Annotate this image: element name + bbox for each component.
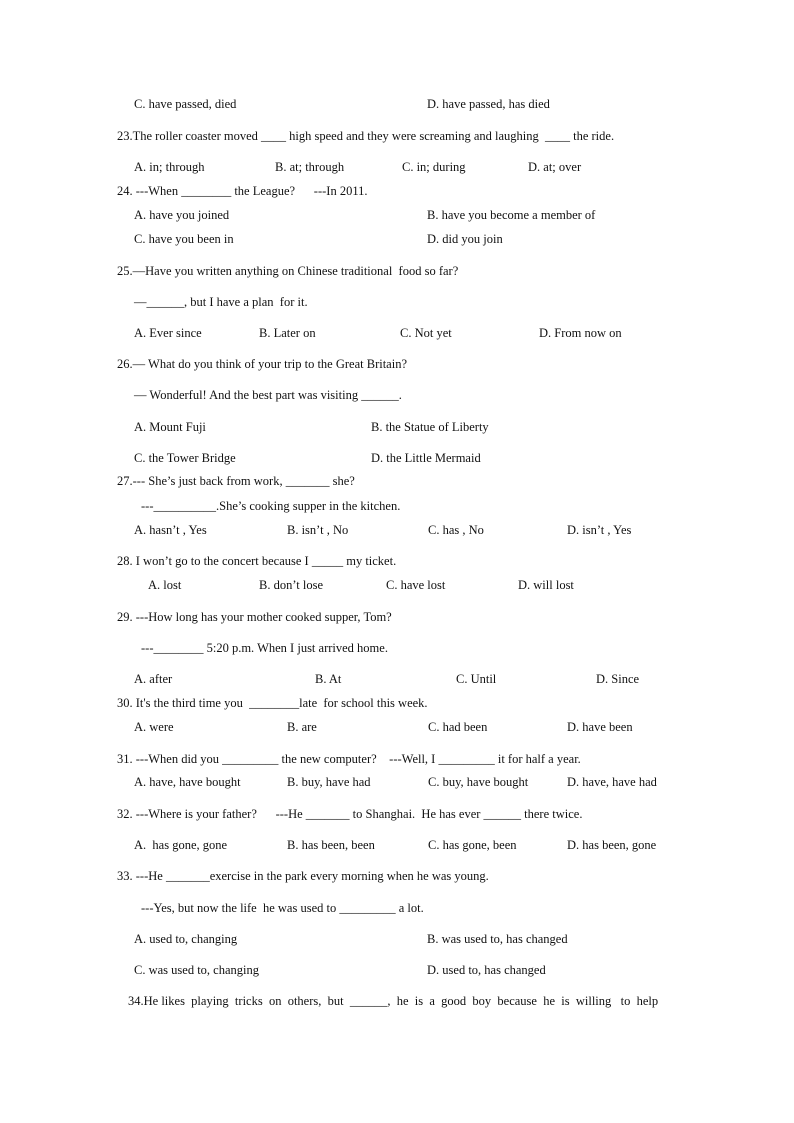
text-line: B. buy, have had xyxy=(287,775,371,789)
text-line: C. have passed, died xyxy=(134,97,237,111)
text-line: A. were xyxy=(134,720,174,734)
text-line: 33. ---He _______exercise in the park every morning when he was young. xyxy=(117,869,489,883)
text-line: D. used to, has changed xyxy=(427,963,546,977)
text-line: ---__________.She’s cooking supper in the kitchen. xyxy=(141,499,401,513)
text-line: ---________ 5:20 p.m. When I just arrived home. xyxy=(141,641,388,655)
text-line: 27.--- She’s just back from work, _______ she? xyxy=(117,474,355,488)
text-line: B. was used to, has changed xyxy=(427,932,568,946)
text-line: C. the Tower Bridge xyxy=(134,451,236,465)
text-line: 32. ---Where is your father? ---He _______ to Shanghai. He has ever ______ there twice. xyxy=(117,807,583,821)
text-line: 30. It's the third time you ________late for school this week. xyxy=(117,696,428,710)
text-line: 25.—Have you written anything on Chinese traditional food so far? xyxy=(117,264,459,278)
text-line: D. have passed, has died xyxy=(427,97,550,111)
text-line: B. isn’t , No xyxy=(287,523,349,537)
text-line: 34.He likes playing tricks on others, but ______, he is a good boy because he is willing to help xyxy=(128,994,659,1008)
text-line: D. From now on xyxy=(539,326,622,340)
text-line: B. have you become a member of xyxy=(427,208,596,222)
text-line: D. the Little Mermaid xyxy=(371,451,481,465)
text-line: A. in; through xyxy=(134,160,205,174)
text-line: 28. I won’t go to the concert because I _____ my ticket. xyxy=(117,554,397,568)
text-line: 29. ---How long has your mother cooked supper, Tom? xyxy=(117,610,392,624)
text-line: —______, but I have a plan for it. xyxy=(134,295,308,309)
text-line: A. after xyxy=(134,672,173,686)
text-line: B. Later on xyxy=(259,326,316,340)
text-line: C. have you been in xyxy=(134,232,234,246)
text-line: C. was used to, changing xyxy=(134,963,259,977)
text-line: C. has gone, been xyxy=(428,838,517,852)
text-line: B. At xyxy=(315,672,342,686)
text-line: C. buy, have bought xyxy=(428,775,529,789)
text-line: D. have, have had xyxy=(567,775,657,789)
text-line: 24. ---When ________ the League? ---In 2011. xyxy=(117,184,368,198)
text-line: C. Not yet xyxy=(400,326,452,340)
text-line: — Wonderful! And the best part was visiting ______. xyxy=(134,388,402,402)
text-line: D. Since xyxy=(596,672,640,686)
text-line: C. have lost xyxy=(386,578,446,592)
text-line: A. lost xyxy=(148,578,182,592)
text-line: ---Yes, but now the life he was used to _________ a lot. xyxy=(141,901,424,915)
text-line: B. are xyxy=(287,720,317,734)
text-line: C. had been xyxy=(428,720,488,734)
text-line: A. have, have bought xyxy=(134,775,241,789)
text-line: A. Mount Fuji xyxy=(134,420,206,434)
text-line: C. has , No xyxy=(428,523,484,537)
text-line: D. have been xyxy=(567,720,633,734)
text-line: B. has been, been xyxy=(287,838,375,852)
text-line: B. don’t lose xyxy=(259,578,324,592)
text-line: 23.The roller coaster moved ____ high speed and they were screaming and laughing ____ the ride. xyxy=(117,129,615,143)
text-line: C. Until xyxy=(456,672,497,686)
text-line: D. has been, gone xyxy=(567,838,657,852)
text-line: A. has gone, gone xyxy=(134,838,228,852)
text-line: A. hasn’t , Yes xyxy=(134,523,207,537)
text-line: 31. ---When did you _________ the new computer? ---Well, I _________ it for half a year. xyxy=(117,752,581,766)
text-line: A. used to, changing xyxy=(134,932,238,946)
text-line: D. isn’t , Yes xyxy=(567,523,632,537)
text-line: A. have you joined xyxy=(134,208,230,222)
text-line: B. at; through xyxy=(275,160,345,174)
text-line: C. in; during xyxy=(402,160,466,174)
text-line: D. did you join xyxy=(427,232,503,246)
text-line: A. Ever since xyxy=(134,326,202,340)
text-line: D. will lost xyxy=(518,578,574,592)
text-line: 26.— What do you think of your trip to the Great Britain? xyxy=(117,357,407,371)
text-line: B. the Statue of Liberty xyxy=(371,420,489,434)
text-line: D. at; over xyxy=(528,160,582,174)
